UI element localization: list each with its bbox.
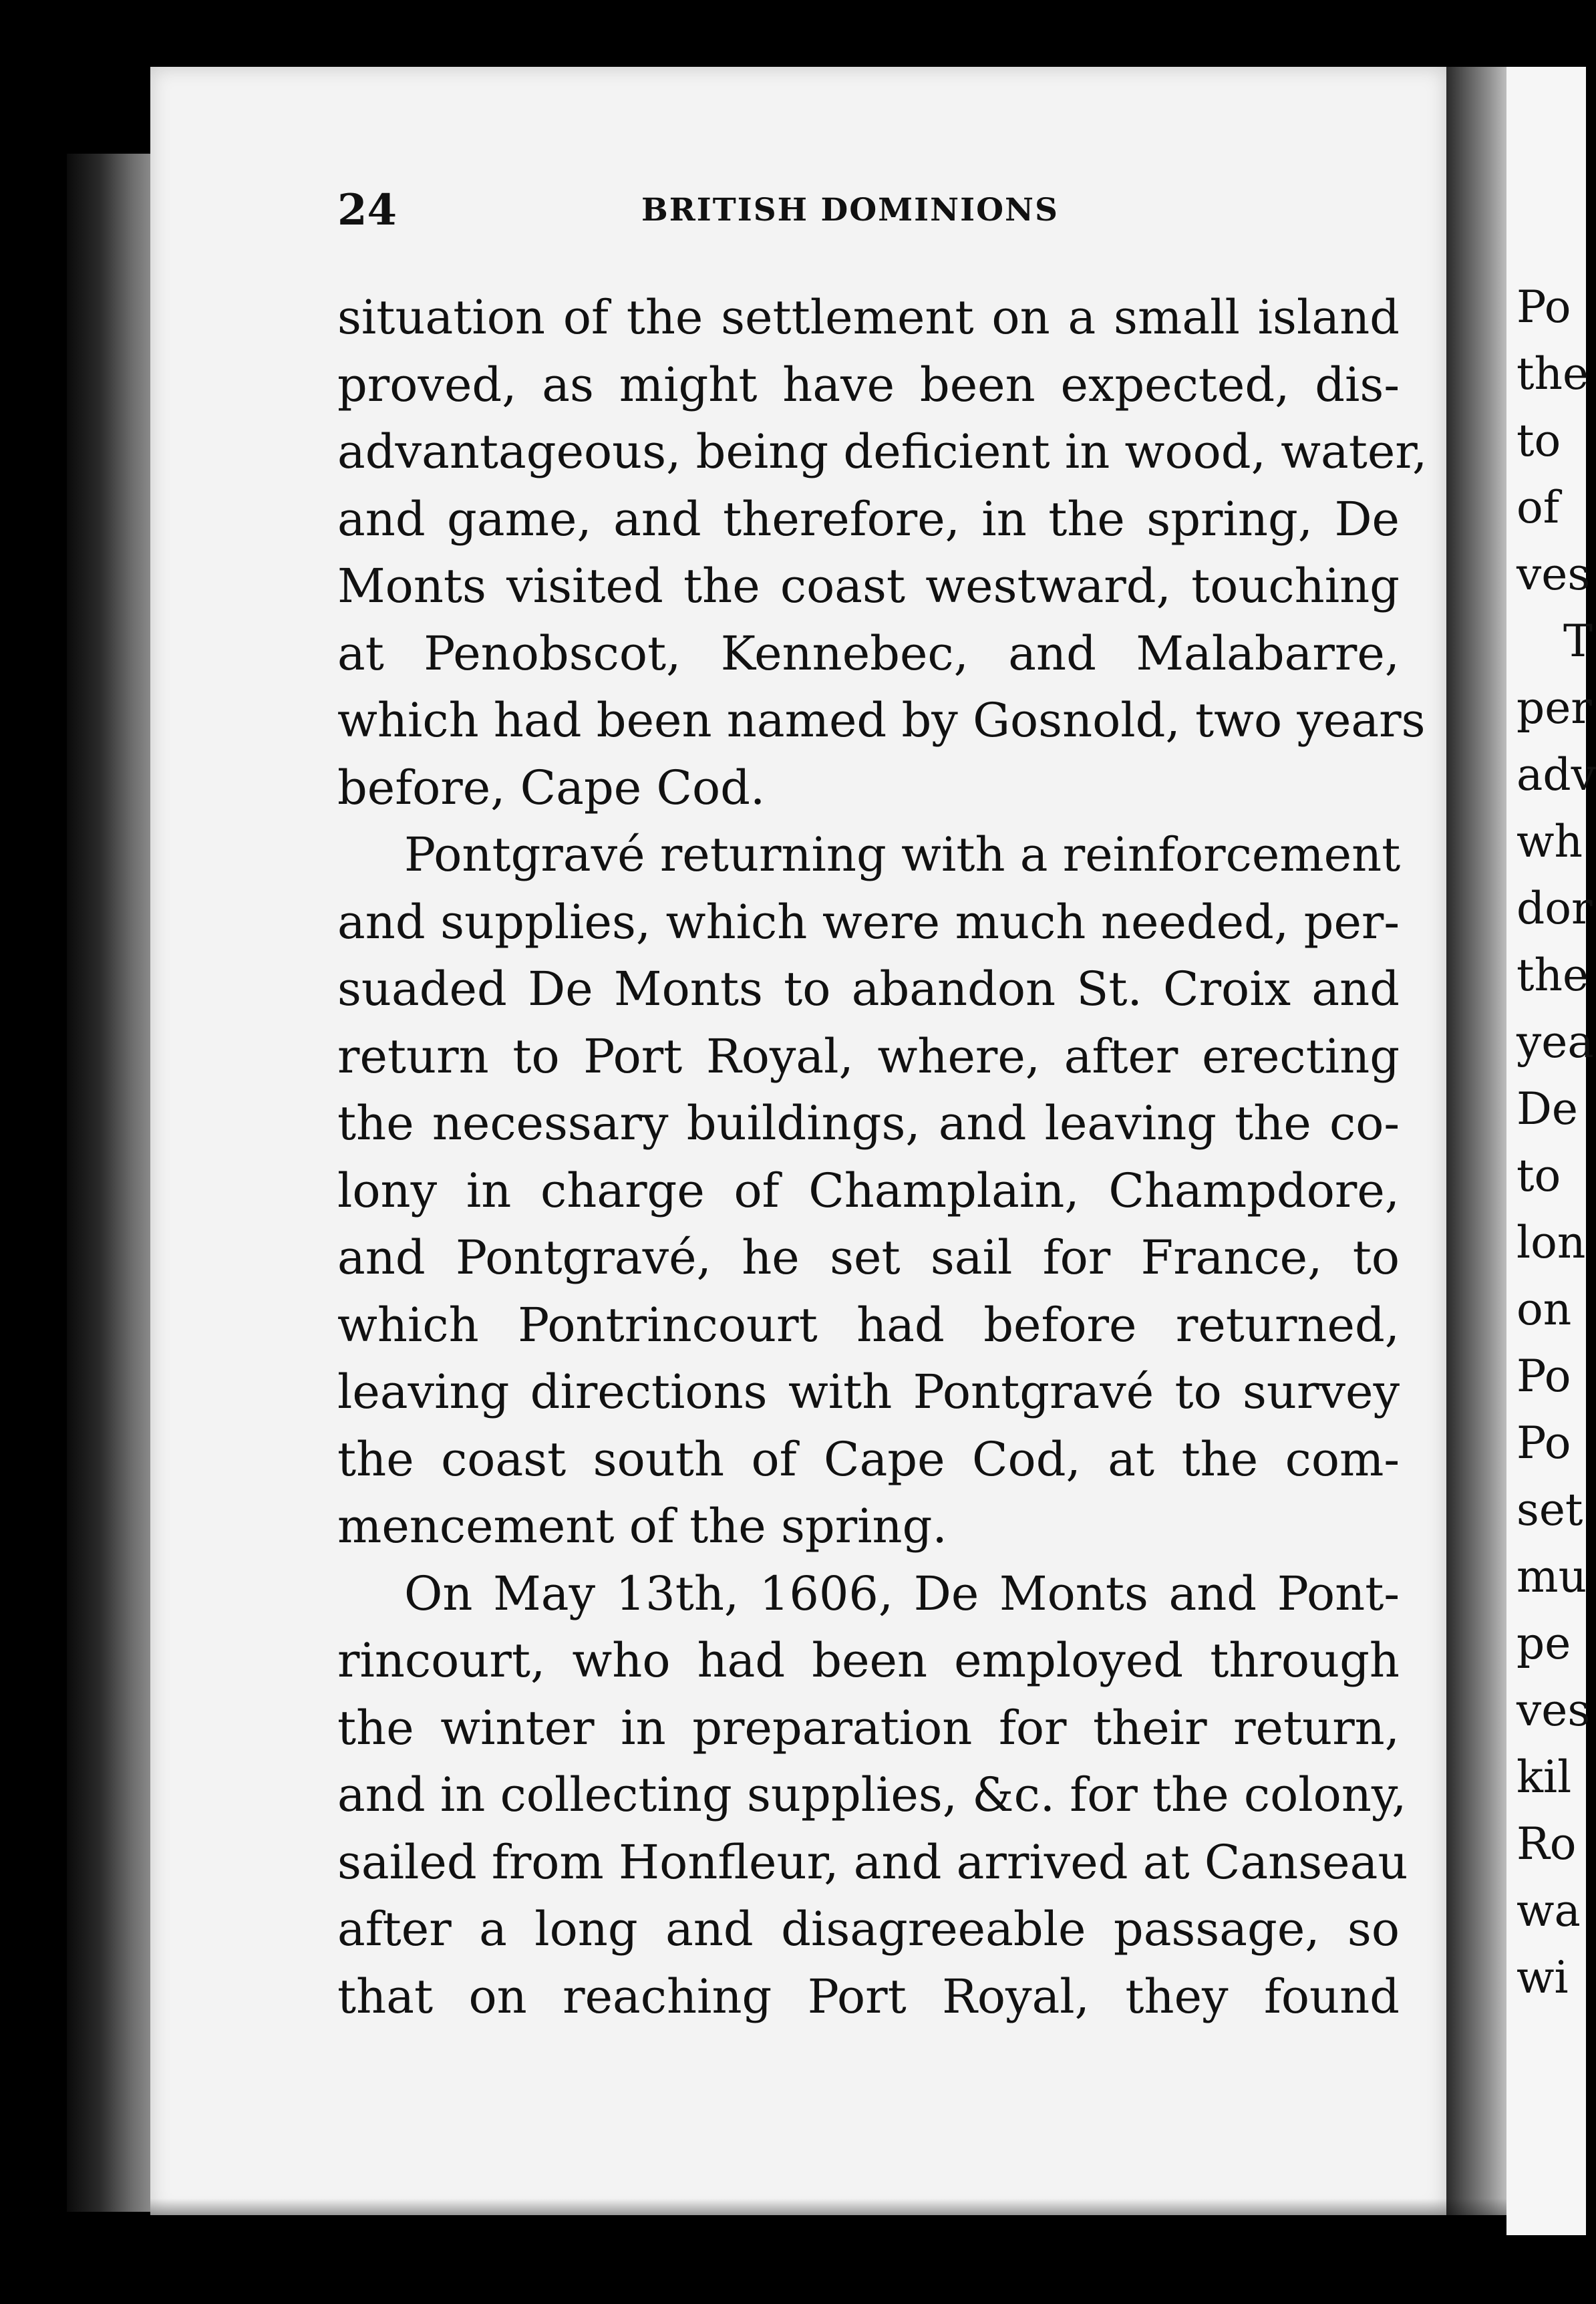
facing-text-fragment: adv bbox=[1517, 749, 1596, 801]
facing-text-fragment: Po bbox=[1517, 281, 1571, 333]
text-line: and in collecting supplies, &c. for the colony, bbox=[337, 1767, 1407, 1822]
text-line: leaving directions with Pontgravé to survey bbox=[337, 1364, 1400, 1419]
facing-text-fragment: dor bbox=[1517, 883, 1593, 934]
body-text bbox=[337, 284, 1428, 2030]
facing-text-fragment: mu bbox=[1517, 1551, 1587, 1602]
book-spine-shadow bbox=[67, 154, 160, 2212]
facing-text-fragment: the bbox=[1517, 348, 1589, 400]
facing-text-fragment: Po bbox=[1517, 1350, 1571, 1402]
text-line: suaded De Monts to abandon St. Croix and bbox=[337, 962, 1400, 1016]
facing-text-fragment: De bbox=[1517, 1083, 1578, 1135]
text-line: lony in charge of Champlain, Champdore, bbox=[337, 1163, 1400, 1218]
text-line: at Penobscot, Kennebec, and Malabarre, bbox=[337, 625, 1400, 681]
facing-text-fragment: T bbox=[1563, 615, 1593, 667]
facing-text-fragment: to bbox=[1517, 415, 1561, 466]
paragraph-start-line: On May 13th, 1606, De Monts and Pont- bbox=[404, 1566, 1400, 1621]
text-line: sailed from Honfleur, and arrived at Canseau bbox=[337, 1834, 1408, 1890]
page-number: 24 bbox=[337, 185, 397, 235]
facing-text-fragment: pe bbox=[1517, 1618, 1571, 1669]
text-line: which Pontrincourt had before returned, bbox=[337, 1297, 1400, 1352]
text-line: after a long and disagreeable passage, so bbox=[337, 1902, 1400, 1957]
text-line: the necessary buildings, and leaving the co- bbox=[337, 1096, 1400, 1151]
text-line: Monts visited the coast westward, touching bbox=[337, 559, 1400, 613]
text-line: proved, as might have been expected, dis- bbox=[337, 357, 1400, 412]
text-line: and supplies, which were much needed, per- bbox=[337, 894, 1400, 950]
text-line: and Pontgravé, he set sail for France, to bbox=[337, 1230, 1400, 1285]
facing-text-fragment: ves bbox=[1517, 1685, 1591, 1736]
facing-text-fragment: per bbox=[1517, 682, 1592, 734]
facing-text-fragment: wh bbox=[1517, 816, 1583, 867]
text-line: the coast south of Cape Cod, at the com- bbox=[337, 1431, 1400, 1487]
text-line: the winter in preparation for their return, bbox=[337, 1700, 1400, 1755]
facing-text-fragment: set bbox=[1517, 1484, 1583, 1536]
facing-text-fragment: wa bbox=[1517, 1885, 1581, 1936]
text-line: advantageous, being deficient in wood, water, bbox=[337, 424, 1428, 479]
facing-text-fragment: on bbox=[1517, 1284, 1572, 1335]
page-header bbox=[337, 180, 1383, 241]
book-gutter bbox=[1446, 67, 1506, 2215]
text-line: which had been named by Gosnold, two years bbox=[337, 693, 1426, 748]
facing-text-fragment: yea bbox=[1517, 1016, 1594, 1068]
facing-page-text bbox=[1517, 274, 1596, 2011]
text-line: and game, and therefore, in the spring, De bbox=[337, 491, 1400, 547]
facing-text-fragment: kil bbox=[1517, 1751, 1572, 1803]
paragraph-start-line: Pontgravé returning with a reinforcement bbox=[404, 827, 1401, 882]
text-line: return to Port Royal, where, after erecting bbox=[337, 1028, 1400, 1084]
facing-text-fragment: to bbox=[1517, 1150, 1561, 1201]
facing-text-fragment: Ro bbox=[1517, 1818, 1577, 1870]
facing-text-fragment: the bbox=[1517, 950, 1589, 1001]
text-line: before, Cape Cod. bbox=[337, 760, 766, 815]
facing-text-fragment: lon bbox=[1517, 1217, 1586, 1268]
facing-text-fragment: ves bbox=[1517, 549, 1591, 600]
text-line: mencement of the spring. bbox=[337, 1499, 947, 1554]
facing-text-fragment: of bbox=[1517, 482, 1560, 533]
page-bottom-edge bbox=[150, 2198, 1506, 2225]
text-line: that on reaching Port Royal, they found bbox=[337, 1969, 1400, 2024]
text-line: situation of the settlement on a small island bbox=[337, 290, 1400, 345]
facing-text-fragment: Po bbox=[1517, 1417, 1571, 1469]
running-head: BRITISH DOMINIONS bbox=[641, 192, 1059, 229]
text-line: rincourt, who had been employed through bbox=[337, 1633, 1400, 1688]
facing-text-fragment: wi bbox=[1517, 1952, 1569, 2003]
